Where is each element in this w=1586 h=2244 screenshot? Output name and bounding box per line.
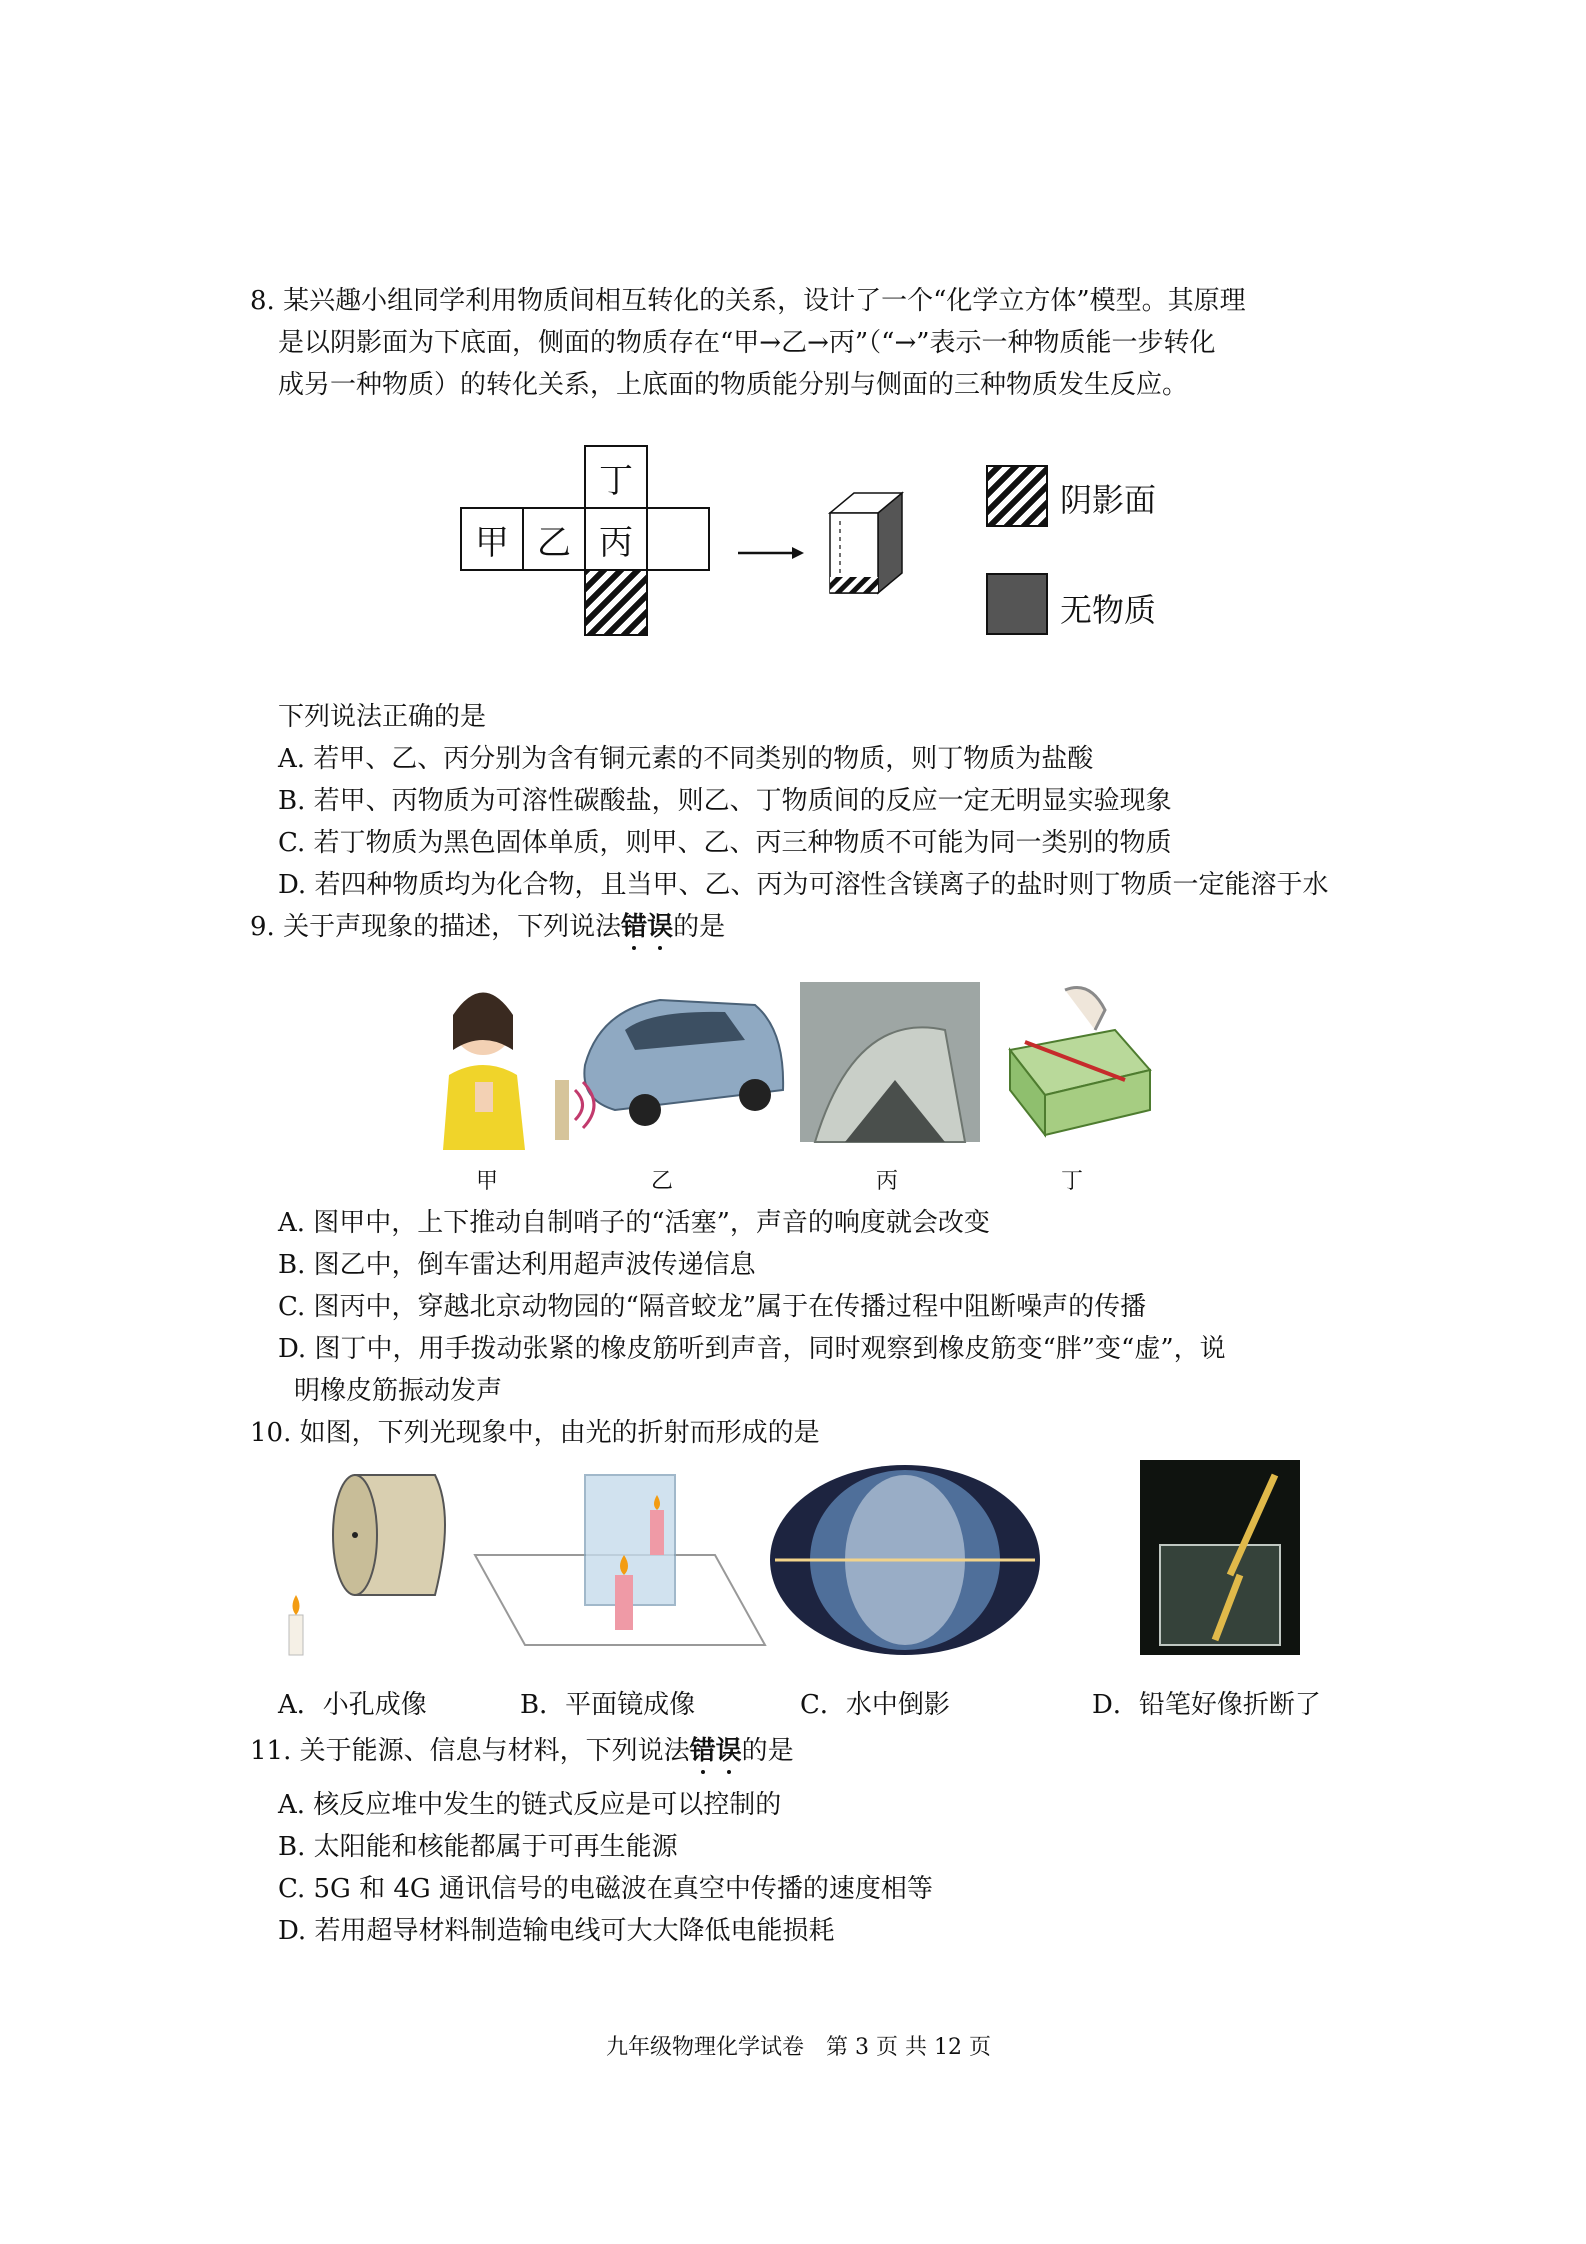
cube-net-top-face: 丁 (584, 445, 648, 509)
q11-option-d: D. 若用超导材料制造输电线可大大降低电能损耗 (278, 1916, 835, 1946)
q8-option-a: A. 若甲、乙、丙分别为含有铜元素的不同类别的物质，则丁物质为盐酸 (278, 744, 1094, 774)
bent-pencil-picture (1140, 1460, 1300, 1655)
q8-option-d: D. 若四种物质均为化合物，且当甲、乙、丙为可溶性含镁离子的盐时则丁物质一定能溶于水 (278, 870, 1329, 900)
q11-stem: 11. 关于能源、信息与材料，下列说法错误的是 (250, 1736, 794, 1766)
legend-shaded-label: 阴影面 (1060, 481, 1157, 519)
q10-stem: 10. 如图，下列光现象中，由光的折射而形成的是 (250, 1418, 820, 1448)
q9-option-c: C. 图丙中，穿越北京动物园的“隔音蛟龙”属于在传播过程中阻断噪声的传播 (278, 1292, 1147, 1322)
q8-stem-line-1: 8. 某兴趣小组同学利用物质间相互转化的关系，设计了一个“化学立方体”模型。其原理 (250, 286, 1246, 316)
page-footer: 九年级物理化学试卷 第 3 页 共 12 页 (606, 2035, 991, 2060)
q8-stem-line-3: 成另一种物质）的转化关系，上底面的物质能分别与侧面的三种物质发生反应。 (278, 370, 1189, 400)
q10-option-c: C．水中倒影 (800, 1690, 950, 1720)
q11-option-a: A. 核反应堆中发生的链式反应是可以控制的 (278, 1790, 782, 1820)
q9-stem: 9. 关于声现象的描述，下列说法错误的是 (250, 912, 726, 942)
water-reflection-picture (770, 1465, 1040, 1655)
plane-mirror-picture (475, 1475, 765, 1645)
q8-prompt: 下列说法正确的是 (278, 702, 487, 732)
q10-option-d: D．铅笔好像折断了 (1092, 1690, 1321, 1720)
cube-net-face-jia: 甲 (460, 507, 524, 571)
cube-diagram (730, 485, 1110, 615)
cube-net-shaded-face (584, 569, 648, 636)
cube-net-face-empty (646, 507, 710, 571)
cube-icon (830, 493, 902, 593)
q8-option-c: C. 若丁物质为黑色固体单质，则甲、乙、丙三种物质不可能为同一类别的物质 (278, 828, 1172, 858)
chemistry-cube-figure (460, 445, 1180, 670)
rubber-band-box-picture (1010, 988, 1150, 1136)
caption-yi: 乙 (651, 1169, 674, 1194)
arrow-icon (738, 547, 804, 559)
legend-empty-swatch (986, 573, 1048, 635)
q9-option-d-continued: 明橡皮筋振动发声 (294, 1376, 503, 1406)
pinhole-camera-picture (289, 1475, 445, 1655)
cube-net-face-bing: 丙 (584, 507, 648, 571)
caption-bing: 丙 (876, 1169, 899, 1194)
legend-empty-label: 无物质 (1060, 591, 1157, 629)
caption-ding: 丁 (1061, 1169, 1084, 1194)
cube-net-face-yi: 乙 (522, 507, 586, 571)
sound-barrier-tunnel-picture (800, 982, 980, 1142)
sound-pictures (425, 970, 1175, 1160)
legend-shaded-swatch (986, 465, 1048, 527)
q11-option-b: B. 太阳能和核能都属于可再生能源 (278, 1832, 678, 1862)
q9-option-b: B. 图乙中，倒车雷达利用超声波传递信息 (278, 1250, 756, 1280)
q10-option-b: B．平面镜成像 (520, 1690, 696, 1720)
q9-option-a: A. 图甲中，上下推动自制哨子的“活塞”，声音的响度就会改变 (278, 1208, 990, 1238)
q9-option-d: D. 图丁中，用手拨动张紧的橡皮筋听到声音，同时观察到橡皮筋变“胖”变“虚”，说 (278, 1334, 1226, 1364)
caption-jia: 甲 (476, 1169, 499, 1194)
car-reversing-radar-picture (555, 1000, 783, 1140)
q8-option-b: B. 若甲、丙物质为可溶性碳酸盐，则乙、丁物质间的反应一定无明显实验现象 (278, 786, 1172, 816)
girl-whistle-picture (443, 993, 525, 1151)
q8-stem-line-2: 是以阴影面为下底面，侧面的物质存在“甲→乙→丙”（“→”表示一种物质能一步转化 (278, 328, 1216, 358)
light-pictures (285, 1455, 1335, 1660)
q10-option-a: A．小孔成像 (278, 1690, 427, 1720)
q11-option-c: C. 5G 和 4G 通讯信号的电磁波在真空中传播的速度相等 (278, 1874, 933, 1904)
